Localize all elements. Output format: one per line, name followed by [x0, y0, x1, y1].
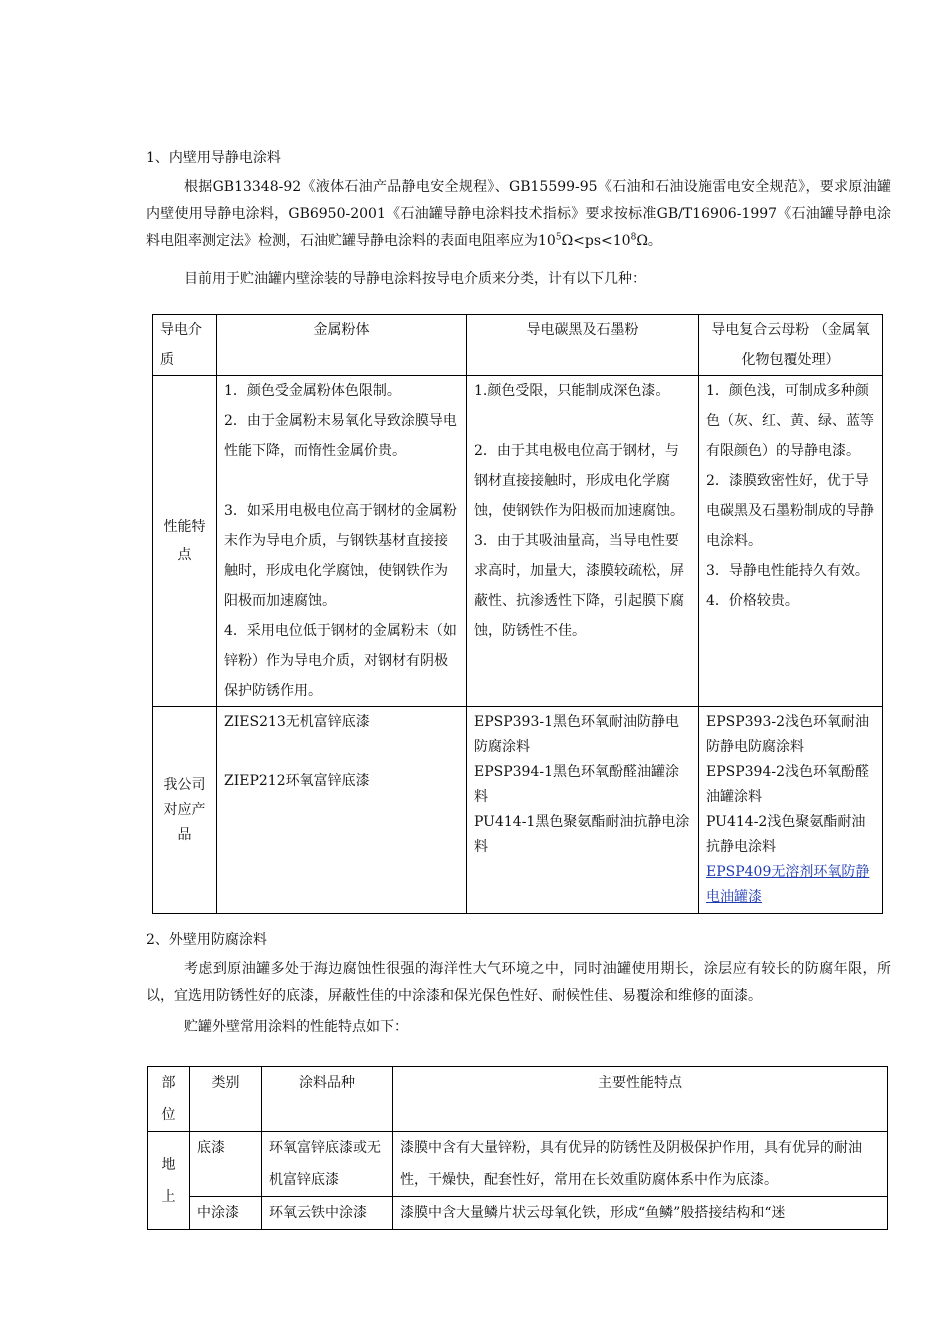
feature-item: 3．如采用电极电位高于钢材的金属粉末作为导电介质，与钢铁基材直接接触时，形成电化学腐蚀，使钢铁作为阳极而加速腐蚀。	[224, 503, 457, 609]
location-cell: 地上	[148, 1132, 190, 1230]
product-item: ZIEP212环氧富锌底漆	[224, 773, 370, 789]
header-metal: 金属粉体	[217, 315, 467, 376]
product-cell: 环氧富锌底漆或无机富锌底漆	[262, 1132, 393, 1197]
feature-item: 1.颜色受限，只能制成深色漆。	[474, 383, 670, 399]
features-metal	[217, 376, 467, 707]
features-cell: 漆膜中含有大量锌粉，具有优异的防锈性及阴极保护作用，具有优异的耐油性，干燥快，配套性好，常用在长效重防腐体系中作为底漆。	[393, 1132, 888, 1197]
features-label: 性能特点	[153, 376, 217, 707]
section2-paragraph-1: 考虑到原油罐多处于海边腐蚀性很强的海洋性大气环境之中，同时油罐使用期长，涂层应有较长的防腐年限，所以，宜选用防锈性好的底漆，屏蔽性佳的中涂漆和保光保色性好、耐候性佳、易覆涂和维修的面漆。	[146, 961, 891, 1004]
table-header-row	[148, 1067, 888, 1132]
header-mica: 导电复合云母粉 （金属氧化物包覆处理）	[699, 315, 883, 376]
feature-item: 3．导静电性能持久有效。	[706, 563, 869, 579]
product-link-epsp409[interactable]: EPSP409无溶剂环氧防静电油罐漆	[706, 864, 870, 905]
products-mica	[699, 707, 883, 914]
feature-item: 2．漆膜致密性好，优于导电碳黑及石墨粉制成的导静电涂料。	[706, 473, 874, 549]
product-item: ZIES213无机富锌底漆	[224, 714, 370, 730]
section2-paragraph-2: 贮罐外壁常用涂料的性能特点如下：	[184, 1019, 408, 1035]
category-cell: 中涂漆	[190, 1197, 262, 1230]
products-metal	[217, 707, 467, 914]
features-carbon	[467, 376, 699, 707]
para-text: Ω<ps<10	[561, 233, 631, 249]
table-row-products	[153, 707, 883, 914]
product-item: EPSP394-2浅色环氧酚醛油罐涂料	[706, 764, 870, 805]
conductive-coating-table	[152, 314, 883, 914]
para-text: Ω。	[636, 233, 662, 249]
header-carbon: 导电碳黑及石墨粉	[467, 315, 699, 376]
header-location: 部位	[148, 1067, 190, 1132]
table-row-features	[153, 376, 883, 707]
table-header-row	[153, 315, 883, 376]
spacer	[224, 466, 459, 496]
header-product: 涂料品种	[262, 1067, 393, 1132]
product-item: PU414-1黑色聚氨酯耐油抗静电涂料	[474, 814, 690, 855]
product-item: EPSP393-1黑色环氧耐油防静电防腐涂料	[474, 714, 680, 755]
feature-item: 2．由于其电极电位高于钢材，与钢材直接接触时，形成电化学腐蚀，使钢铁作为阳极而加速腐蚀。	[474, 443, 684, 519]
exterior-coating-table	[147, 1066, 888, 1230]
products-label: 我公司对应产品	[153, 707, 217, 914]
section2-heading: 2、外壁用防腐涂料	[146, 932, 267, 948]
product-item: PU414-2浅色聚氨酯耐油抗静电涂料	[706, 814, 866, 855]
para-text: 根据GB13348-92《液体石油产品静电安全规程》、GB15599-95《石油和石油设施雷电安全规范》，要求原油罐内壁使用导静电涂料，GB6950-2001《石油罐导静电涂料技术指标》要求按标准GB/T16906-1997《石油罐导静电涂料电阻率测定法》检测，石油贮罐导静电涂料的表面电阻率应为10	[146, 179, 891, 249]
feature-item: 4．采用电位低于钢材的金属粉末（如锌粉）作为导电介质，对钢材有阴极保护防锈作用。	[224, 623, 457, 699]
product-item: EPSP394-1黑色环氧酚醛油罐涂料	[474, 764, 680, 805]
table-row	[148, 1132, 888, 1197]
feature-item: 1．颜色浅，可制成多种颜色（灰、红、黄、绿、蓝等有限颜色）的导静电漆。	[706, 383, 874, 459]
category-cell: 底漆	[190, 1132, 262, 1197]
feature-item: 1．颜色受金属粉体色限制。	[224, 383, 401, 399]
section1-heading: 1、内壁用导静电涂料	[146, 150, 281, 166]
header-features: 主要性能特点	[393, 1067, 888, 1132]
header-medium: 导电介质	[153, 315, 217, 376]
section1-paragraph-2: 目前用于贮油罐内壁涂装的导静电涂料按导电介质来分类，计有以下几种：	[184, 271, 646, 287]
features-mica	[699, 376, 883, 707]
products-carbon	[467, 707, 699, 914]
features-cell: 漆膜中含大量鳞片状云母氧化铁，形成“鱼鳞”般搭接结构和“迷	[393, 1197, 888, 1230]
feature-item: 4．价格较贵。	[706, 593, 799, 609]
exponent: 8	[630, 232, 637, 243]
product-cell: 环氧云铁中涂漆	[262, 1197, 393, 1230]
table-row	[148, 1197, 888, 1230]
header-category: 类别	[190, 1067, 262, 1132]
product-item: EPSP393-2浅色环氧耐油防静电防腐涂料	[706, 714, 870, 755]
spacer	[224, 735, 459, 769]
feature-item: 2．由于金属粉末易氧化导致涂膜导电性能下降，而惰性金属价贵。	[224, 413, 457, 459]
spacer	[474, 406, 691, 436]
exponent: 5	[555, 232, 562, 243]
feature-item: 3．由于其吸油量高，当导电性要求高时，加量大，漆膜较疏松，屏蔽性、抗渗透性下降，引起膜下腐蚀，防锈性不佳。	[474, 533, 684, 639]
section1-paragraph-1	[146, 174, 891, 255]
